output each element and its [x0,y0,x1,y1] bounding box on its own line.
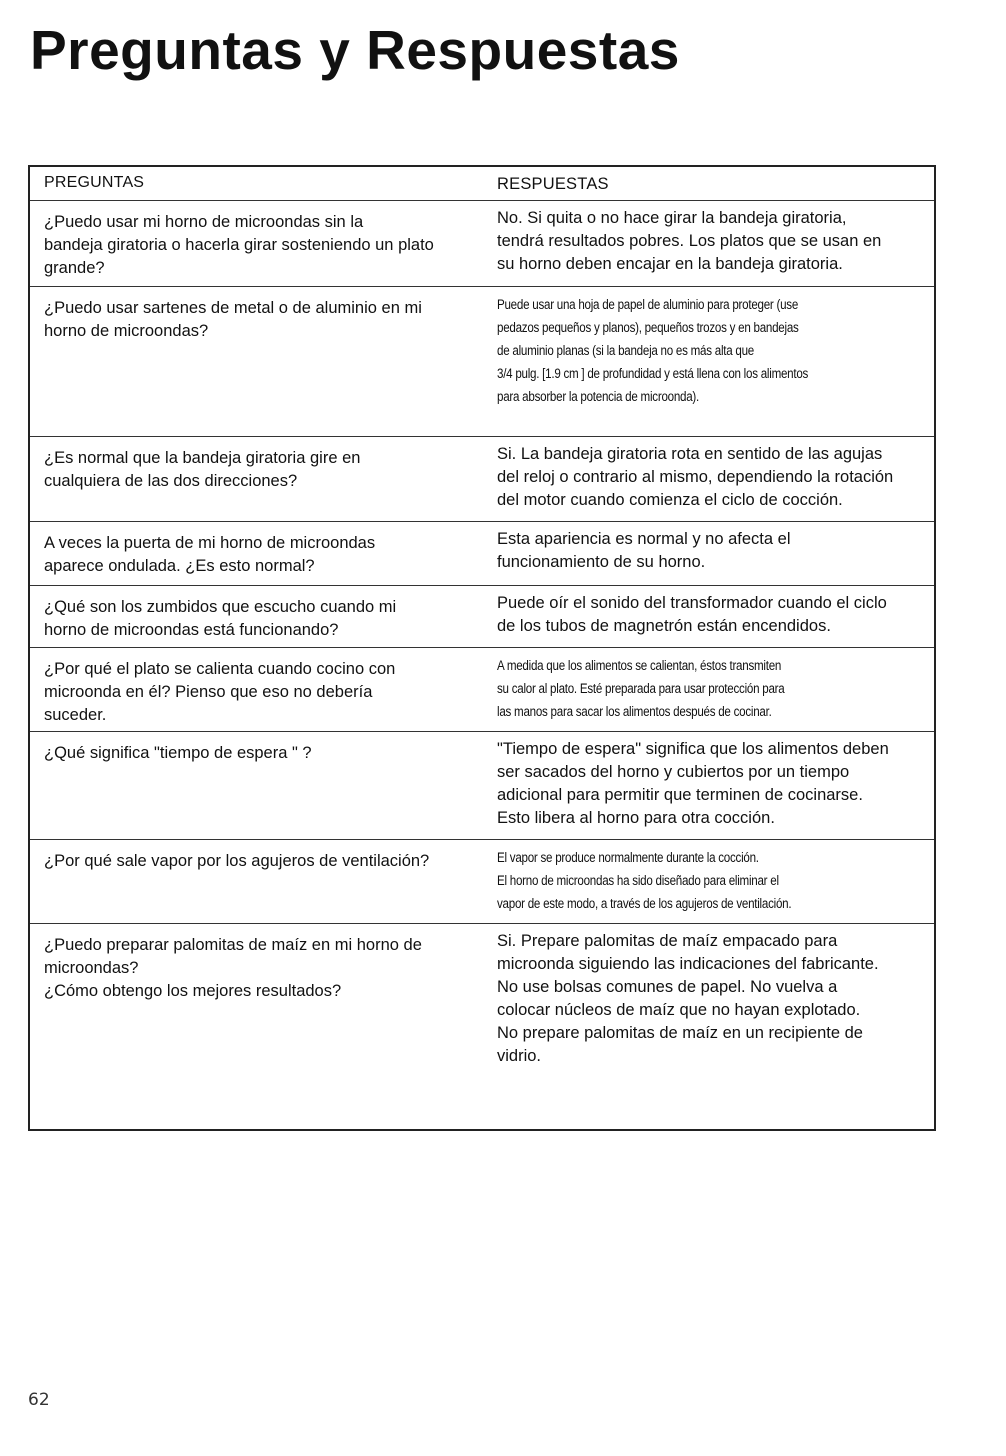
table-header-row [29,166,935,201]
question-cell [29,648,483,732]
question-line: ¿Qué significa "tiempo de espera " ? [44,744,312,762]
question-cell [29,840,483,924]
answer-line: Si. Prepare palomitas de maíz empacado para [497,932,838,950]
answer-line: vapor de este modo, a través de los agujeros de ventilación. [497,896,792,911]
answer-line: para absorber la potencia de microonda). [497,389,700,404]
question-line: ¿Por qué el plato se calienta cuando cocino con [44,660,396,678]
table-row [29,522,935,586]
answer-line: su calor al plato. Esté preparada para usar protección para [497,681,785,696]
table-row [29,732,935,840]
answer-line: Puede oír el sonido del transformador cuando el ciclo [497,594,887,612]
questions-header: PREGUNTAS [44,174,145,191]
question-line: bandeja giratoria o hacerla girar sosteniendo un plato [44,236,434,254]
question-line: aparece ondulada. ¿Es esto normal? [44,557,315,575]
answer-line: Esto libera al horno para otra cocción. [497,809,775,827]
table-row [29,201,935,287]
answer-cell [483,522,935,586]
answer-line: No use bolsas comunes de papel. No vuelva a [497,978,838,996]
answer-line: vidrio. [497,1047,542,1065]
answer-line: No prepare palomitas de maíz en un recipiente de [497,1024,863,1042]
answer-line: del reloj o contrario al mismo, dependiendo la rotación [497,468,894,486]
page-number: 62 [28,1390,50,1410]
question-line: microondas? [44,959,139,977]
answer-cell [483,648,935,732]
answer-cell [483,287,935,437]
answer-line: colocar núcleos de maíz que no hayan explotado. [497,1001,861,1019]
answer-line: microonda siguiendo las indicaciones del fabricante. [497,955,879,973]
answer-cell [483,586,935,648]
table-row [29,924,935,1130]
answer-line: Esta apariencia es normal y no afecta el [497,530,791,548]
question-line: ¿Por qué sale vapor por los agujeros de ventilación? [44,852,430,870]
question-line: ¿Es normal que la bandeja giratoria gire en [44,449,361,467]
table-row [29,648,935,732]
answers-header: RESPUESTAS [497,175,609,193]
answer-line: tendrá resultados pobres. Los platos que se usan en [497,232,882,250]
question-line: grande? [44,259,105,277]
answer-line: 3/4 pulg. [1.9 cm ] de profundidad y está llena con los alimentos [497,366,809,381]
question-cell [29,732,483,840]
question-line: ¿Puedo usar mi horno de microondas sin la [44,213,364,231]
question-line: ¿Puedo preparar palomitas de maíz en mi horno de [44,936,422,954]
question-line: suceder. [44,706,107,724]
answer-cell [483,924,935,1130]
question-cell [29,522,483,586]
question-cell [29,201,483,287]
question-line: ¿Cómo obtengo los mejores resultados? [44,982,342,1000]
question-line: horno de microondas está funcionando? [44,621,339,639]
table-row [29,437,935,522]
question-line: microonda en él? Pienso que eso no debería [44,683,373,701]
question-cell [29,437,483,522]
answer-line: El vapor se produce normalmente durante la cocción. [497,850,759,865]
answer-line: funcionamiento de su horno. [497,553,706,571]
answer-line: Si. La bandeja giratoria rota en sentido de las agujas [497,445,883,463]
table-row [29,287,935,437]
table-row [29,586,935,648]
table-row [29,840,935,924]
question-cell [29,287,483,437]
answer-line: "Tiempo de espera" significa que los alimentos deben [497,740,889,758]
question-line: ¿Qué son los zumbidos que escucho cuando mi [44,598,397,616]
answer-cell [483,840,935,924]
question-line: ¿Puedo usar sartenes de metal o de aluminio en mi [44,299,422,317]
answer-line: El horno de microondas ha sido diseñado para eliminar el [497,873,779,888]
answer-line: ser sacados del horno y cubiertos por un tiempo [497,763,850,781]
question-line: horno de microondas? [44,322,209,340]
answer-line: Puede usar una hoja de papel de aluminio para proteger (use [497,297,799,312]
question-cell [29,924,483,1130]
answer-line: No. Si quita o no hace girar la bandeja giratoria, [497,209,847,227]
question-cell [29,586,483,648]
answer-cell [483,732,935,840]
answer-line: pedazos pequeños y planos), pequeños trozos y en bandejas [497,320,799,335]
answer-line: del motor cuando comienza el ciclo de cocción. [497,491,843,509]
question-line: cualquiera de las dos direcciones? [44,472,298,490]
answer-line: de aluminio planas (si la bandeja no es más alta que [497,343,755,358]
answer-cell [483,201,935,287]
qa-table [28,165,936,1131]
answer-line: adicional para permitir que terminen de cocinarse. [497,786,863,804]
answer-cell [483,437,935,522]
answer-line: su horno deben encajar en la bandeja giratoria. [497,255,843,273]
question-line: A veces la puerta de mi horno de microondas [44,534,376,552]
answer-line: de los tubos de magnetrón están encendidos. [497,617,831,635]
page-title: Preguntas y Respuestas [30,19,680,81]
answer-line: A medida que los alimentos se calientan, éstos transmiten [497,658,782,673]
answer-line: las manos para sacar los alimentos después de cocinar. [497,704,772,719]
